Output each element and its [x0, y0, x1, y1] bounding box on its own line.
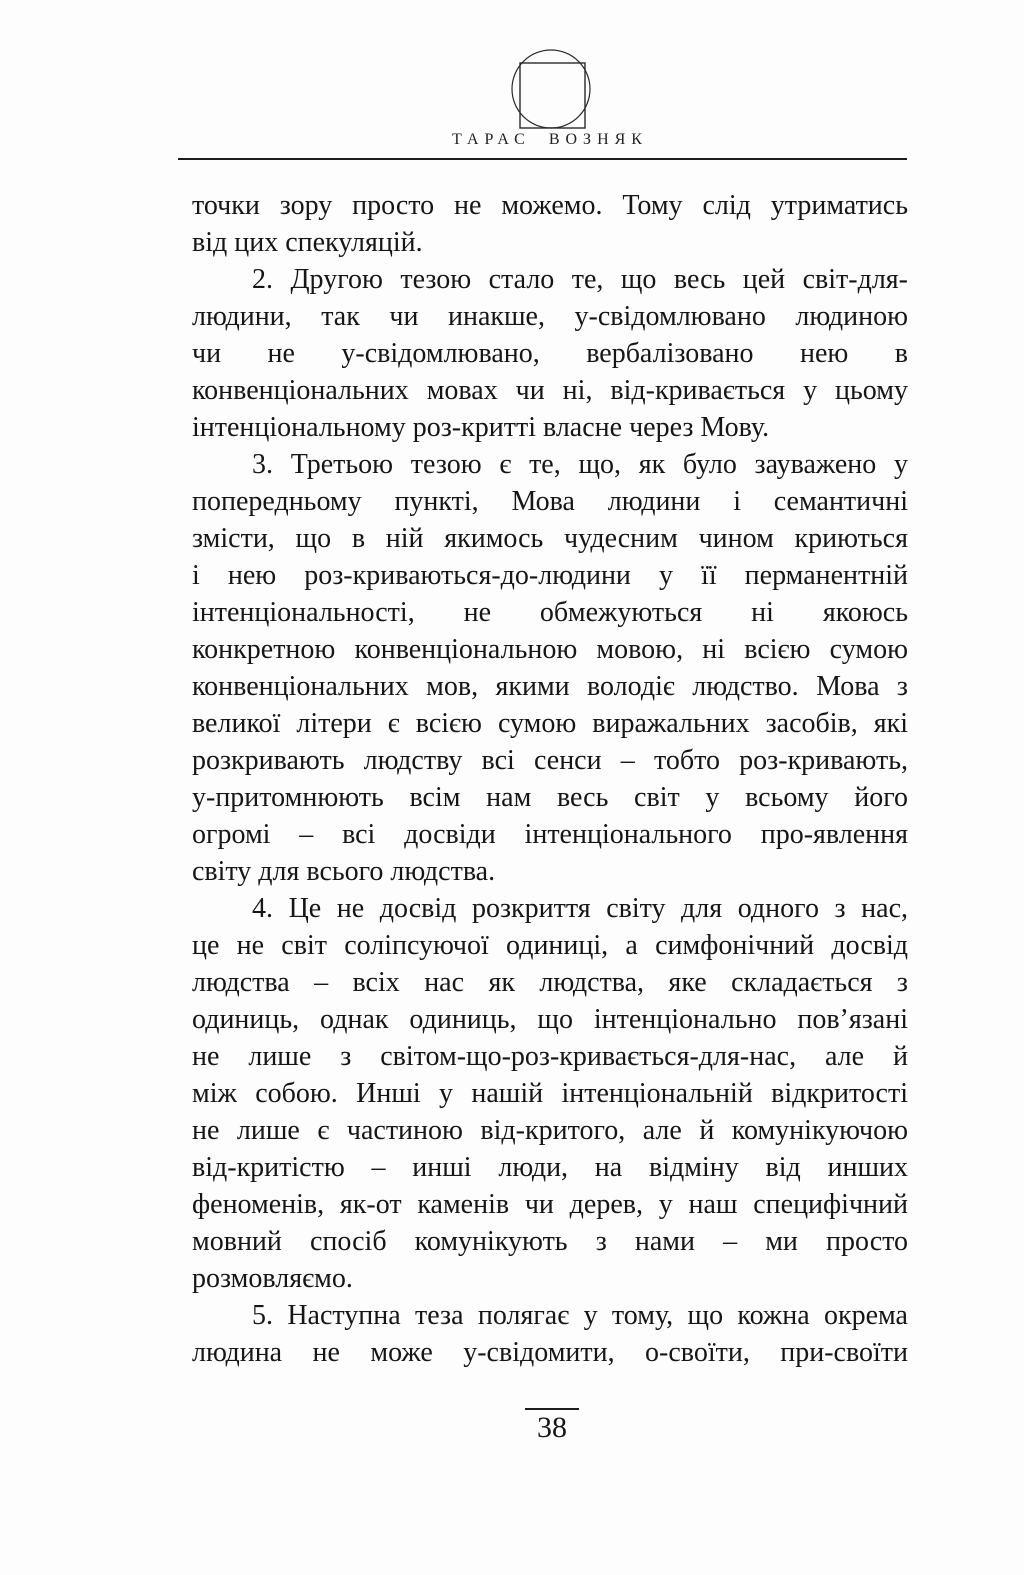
text-line: феноменів, як-от каменів чи дерев, у наш специфічний [192, 1189, 908, 1220]
text-line: від цих спекуляцій. [192, 227, 423, 258]
text-line: людини, так чи инакше, у-свідомлювано людиною [192, 301, 908, 332]
text-line: розкривають людству всі сенси – тобто роз-кривають, [192, 745, 908, 776]
text-line: одиниць, однак одиниць, що інтенціонально пов’язані [192, 1004, 908, 1035]
text-line: між собою. Инші у нашій інтенціональній відкритості [192, 1078, 908, 1109]
text-line: не лише є частиною від-критого, але й комунікуючою [192, 1115, 908, 1146]
page-number-rule [525, 1408, 579, 1410]
text-line: мовний спосіб комунікують з нами – ми просто [192, 1226, 908, 1257]
text-line: людства – всіх нас як людства, яке складається з [192, 967, 908, 998]
text-line: це не світ соліпсуючої одиниці, а симфонічний досвід [192, 930, 908, 961]
text-line: від-критістю – инші люди, на відміну від инших [192, 1152, 908, 1183]
publisher-logo-icon [505, 45, 601, 137]
text-line: 5. Наступна теза полягає у тому, що кожна окрема [252, 1300, 908, 1331]
text-line: людина не може у-свідомити, о-своїти, при-своїти [192, 1337, 908, 1368]
text-line: 4. Це не досвід розкриття світу для одного з нас, [252, 893, 908, 924]
text-line: чи не у-свідомлювано, вербалізовано нею в [192, 338, 908, 369]
text-line: розмовляємо. [192, 1263, 353, 1294]
text-line: не лише з світом-що-роз-кривається-для-нас, але й [192, 1041, 908, 1072]
text-line: огромі – всі досвіди інтенціонального про-явлення [192, 819, 908, 850]
text-line: точки зору просто не можемо. Тому слід утриматись [192, 190, 908, 221]
text-line: конвенціональних мов, якими володіє людство. Мова з [192, 671, 908, 702]
text-line: попередньому пункті, Мова людини і семантичні [192, 486, 908, 517]
header-rule [178, 158, 907, 160]
text-line: конвенціональних мовах чи ні, від-кривається у цьому [192, 375, 908, 406]
page-number: 38 [537, 1411, 567, 1444]
running-header-author: ТАРАС ВОЗНЯК [452, 131, 648, 148]
text-line: і нею роз-криваються-до-людини у її перманентній [192, 560, 908, 591]
text-line: інтенціональному роз-критті власне через Мову. [192, 412, 770, 443]
text-line: 2. Другою тезою стало те, що весь цей світ-для- [252, 264, 908, 295]
text-line: світу для всього людства. [192, 856, 496, 887]
text-line: конкретною конвенціональною мовою, ні всією сумою [192, 634, 908, 665]
text-line: змісти, що в ній якимось чудесним чином криються [192, 523, 908, 554]
text-line: великої літери є всією сумою виражальних засобів, які [192, 708, 908, 739]
body-text [192, 187, 908, 1371]
page-footer [452, 1408, 652, 1445]
text-line: інтенціональності, не обмежуються ні якоюсь [192, 597, 908, 628]
text-line: 3. Третьою тезою є те, що, як було зауважено у [252, 449, 908, 480]
text-line: у-притомнюють всім нам весь світ у всьому його [192, 782, 908, 813]
